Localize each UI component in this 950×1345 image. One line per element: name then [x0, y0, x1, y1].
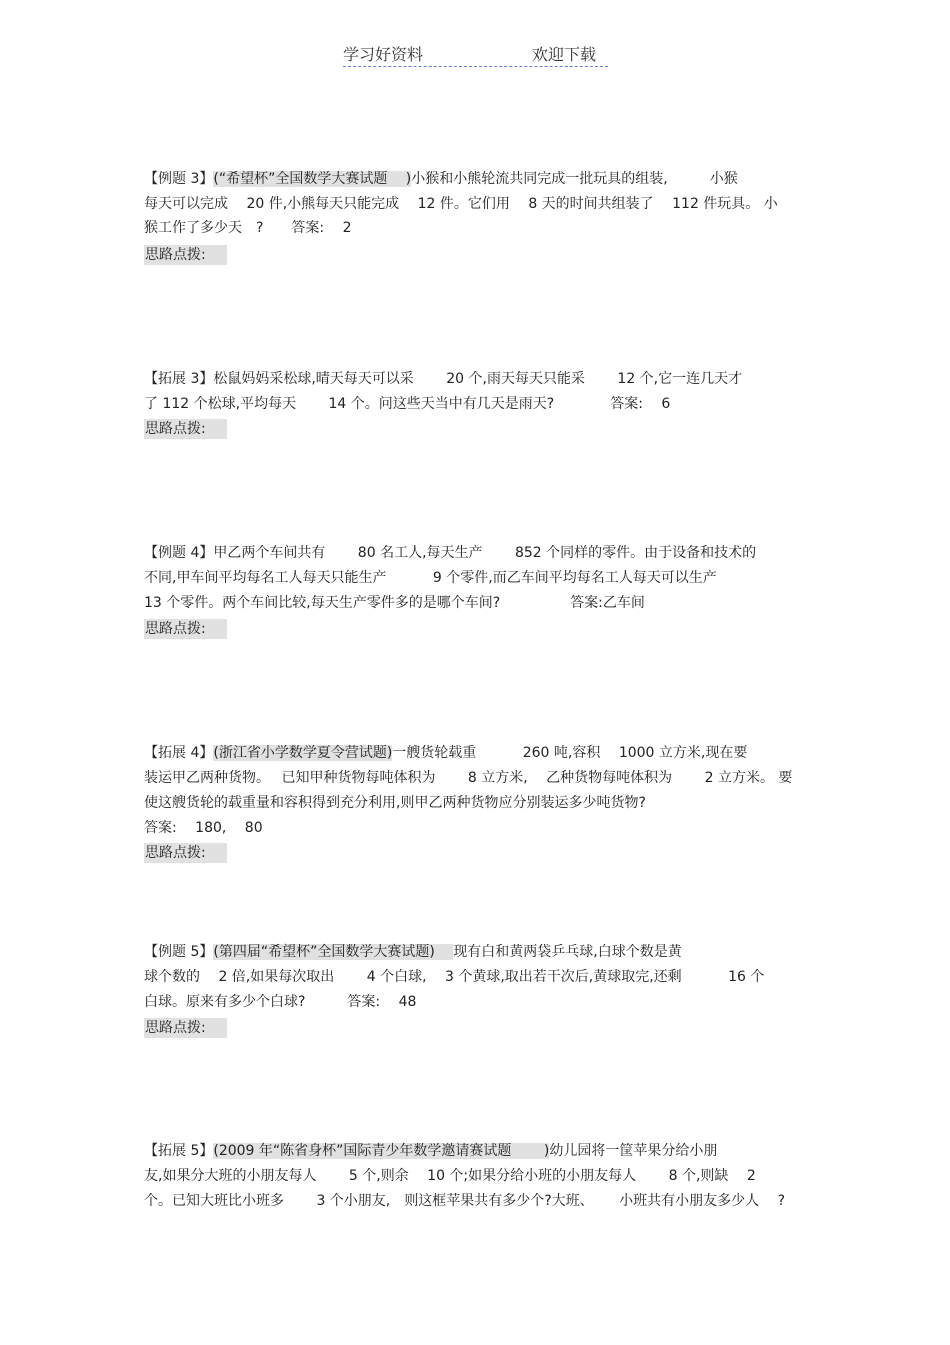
hint-label: 思路点拨: [144, 619, 227, 639]
problem-line: 球个数的 2 倍,如果每次取出 4 个白球, 3 个黄球,取出若干次后,黄球取完,还剩 16 个 [144, 969, 765, 985]
header-right-text: 欢迎下载 [532, 45, 597, 64]
problem-line: 【例题 3】(“希望杯”全国数学大赛试题 )小猴和小熊轮流共同完成一批玩具的组装, 小猴 [144, 171, 738, 187]
problem-line: 【拓展 3】松鼠妈妈采松球,晴天每天可以采 20 个,雨天每天只能采 12 个,它一连几天才 [144, 371, 743, 387]
source-highlight: (2009 年“陈省身杯”国际青少年数学邀请赛试题 ) [213, 1143, 550, 1159]
hint-label: 思路点拨: [144, 245, 227, 265]
problem-line: 猴工作了多少天 ? 答案: 2 [144, 220, 352, 236]
source-highlight: (“希望杯”全国数学大赛试题 ) [213, 171, 412, 187]
problem-line: 【拓展 5】(2009 年“陈省身杯”国际青少年数学邀请赛试题 )幼儿园将一筐苹果分给小朋 [144, 1143, 718, 1159]
problem-line: 【拓展 4】(浙江省小学数学夏令营试题)一艘货轮载重 260 吨,容积 1000 立方米,现在要 [144, 745, 748, 761]
problem-line: 个。已知大班比小班多 3 个小朋友, 则这框苹果共有多少个?大班、 小班共有小朋友多少人 ? [144, 1193, 786, 1209]
hint-label: 思路点拨: [144, 419, 227, 439]
source-highlight: (第四届“希望杯”全国数学大赛试题) [213, 944, 454, 960]
problem-line: 【例题 5】(第四届“希望杯”全国数学大赛试题) 现有白和黄两袋乒乓球,白球个数是黄 [144, 944, 682, 960]
problem-line: 13 个零件。两个车间比较,每天生产零件多的是哪个车间? 答案:乙车间 [144, 595, 645, 611]
problem-line: 白球。原来有多少个白球? 答案: 48 [144, 994, 417, 1010]
hint-label: 思路点拨: [144, 843, 227, 863]
problem-line: 装运甲乙两种货物。 已知甲种货物每吨体积为 8 立方米, 乙种货物每吨体积为 2 立方米。 要 [144, 770, 793, 786]
answer-line: 答案: 180, 80 [144, 820, 263, 836]
problem-line: 【例题 4】甲乙两个车间共有 80 名工人,每天生产 852 个同样的零件。由于设备和技术的 [144, 545, 757, 561]
header-left-text: 学习好资料 [343, 45, 424, 64]
problem-line: 不同,甲车间平均每名工人每天只能生产 9 个零件,而乙车间平均每名工人每天可以生产 [144, 570, 717, 586]
hint-label: 思路点拨: [144, 1018, 227, 1038]
source-highlight: (浙江省小学数学夏令营试题) [213, 745, 393, 761]
problem-line: 友,如果分大班的小朋友每人 5 个,则余 10 个;如果分给小班的小朋友每人 8 个,则缺 2 [144, 1168, 756, 1184]
problem-line: 使这艘货轮的载重量和容积得到充分利用,则甲乙两种货物应分别装运多少吨货物? [144, 795, 646, 811]
page-header [343, 42, 608, 67]
problem-line: 每天可以完成 20 件,小熊每天只能完成 12 件。它们用 8 天的时间共组装了 112 件玩具。 小 [144, 196, 778, 212]
problem-line: 了 112 个松球,平均每天 14 个。问这些天当中有几天是雨天? 答案: 6 [144, 396, 671, 412]
